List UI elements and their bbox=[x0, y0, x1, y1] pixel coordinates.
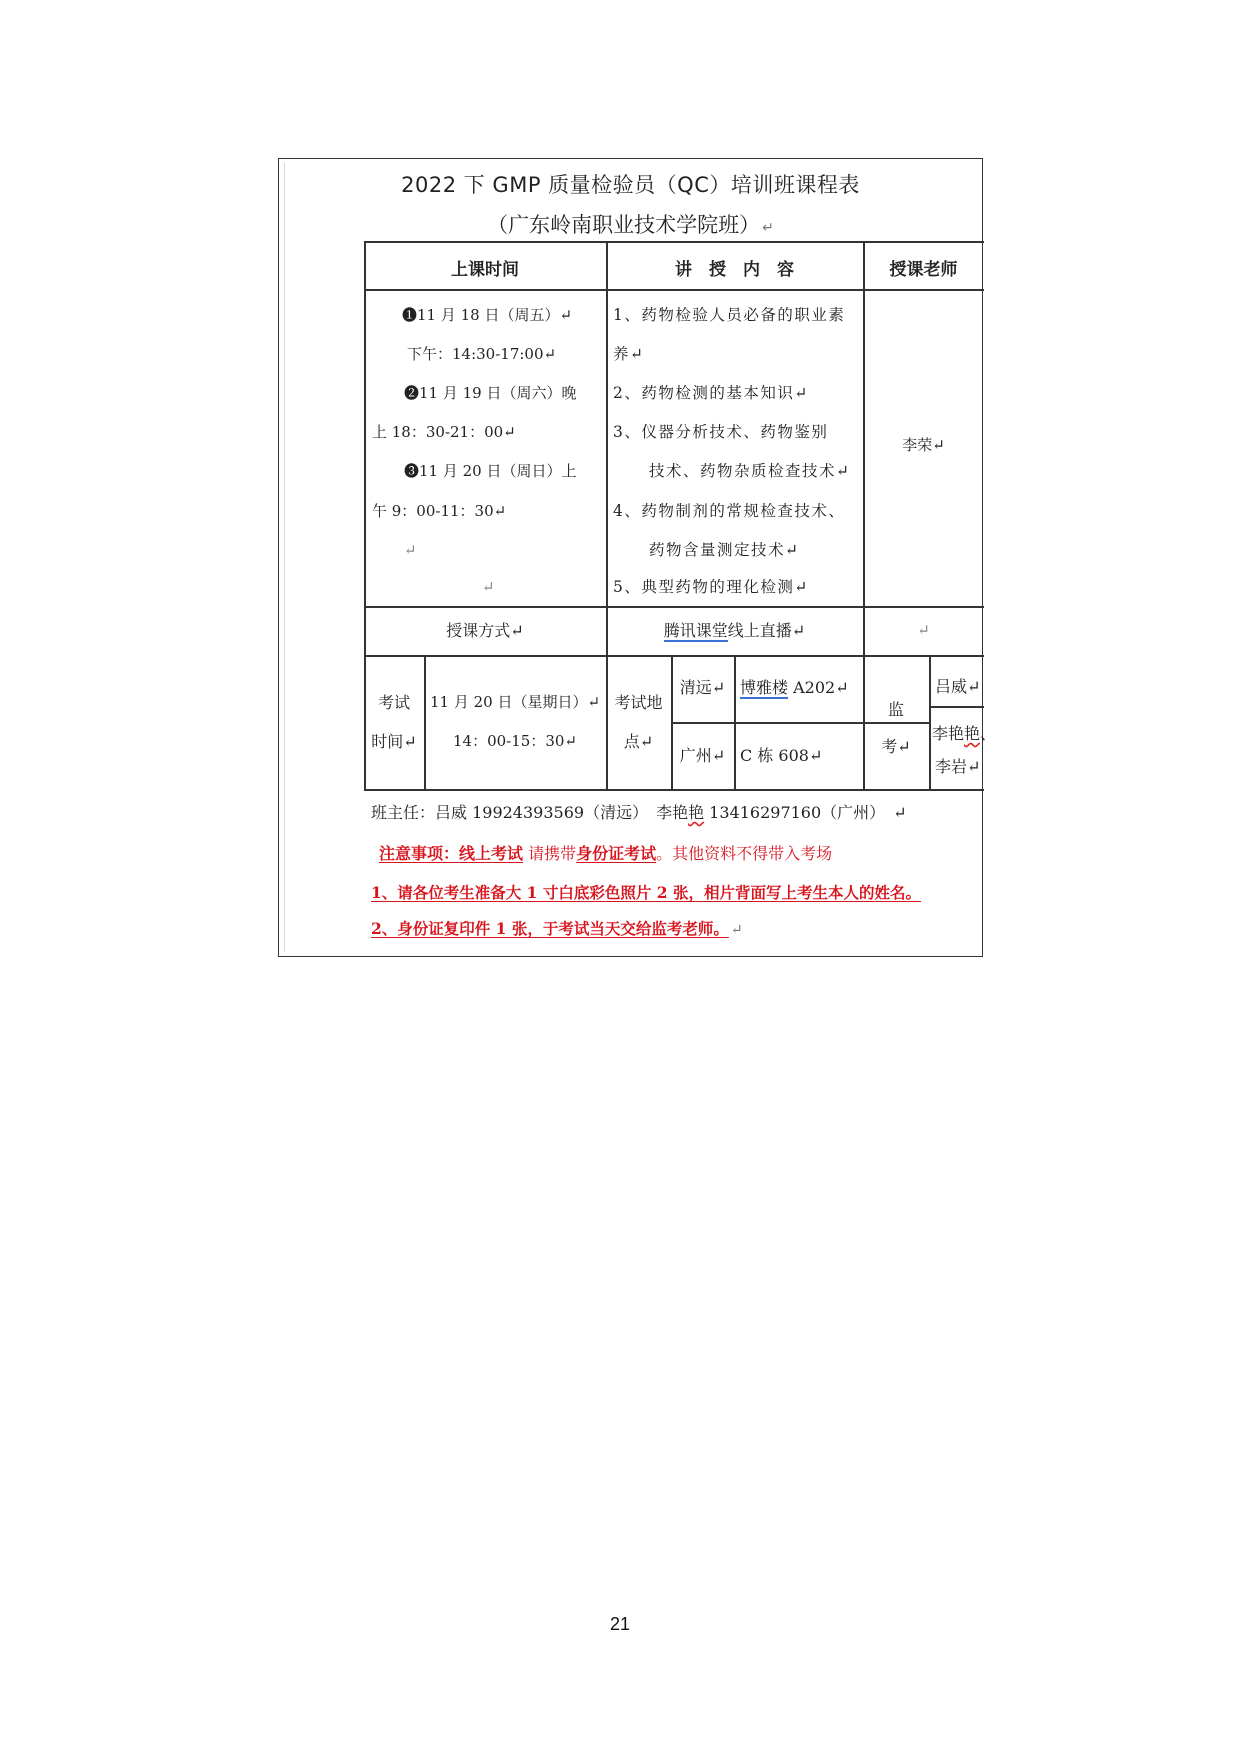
invigilate-label: 监 bbox=[887, 700, 904, 719]
content-line: 5、典型药物的理化检测↵ bbox=[613, 578, 809, 596]
notice-mid: 请携带 bbox=[523, 844, 577, 863]
exam-place-label: 点↵ bbox=[623, 732, 654, 751]
invigilator-1: 吕威↵ bbox=[935, 677, 981, 696]
content-line: 1、药物检验人员必备的职业素 bbox=[613, 306, 846, 324]
exam-hours: 14：00-15：30↵ bbox=[453, 732, 577, 750]
schedule-table bbox=[364, 241, 997, 790]
content-line: 技术、药物杂质检查技术↵ bbox=[649, 462, 851, 480]
time-line: ❸11 月 20 日（周日）上 bbox=[404, 462, 577, 480]
time-line: ↵ bbox=[482, 578, 495, 596]
paragraph-mark: ↵ bbox=[730, 922, 743, 938]
table-border-top bbox=[364, 241, 984, 243]
page-number: 21 bbox=[609, 1614, 631, 1634]
head-teacher-line bbox=[371, 800, 972, 823]
notice-label: 注意事项：线上考试 bbox=[379, 844, 524, 863]
invigilator-3: 李岩↵ bbox=[935, 757, 981, 776]
exam-time-label: 考试 bbox=[377, 693, 410, 712]
table-rule bbox=[364, 289, 984, 291]
invigilator-2-sep: 、 bbox=[980, 724, 997, 743]
table-rule bbox=[929, 706, 984, 708]
campus-guangzhou: 广州↵ bbox=[679, 746, 726, 765]
building-name: 博雅楼 bbox=[740, 678, 789, 697]
notice-id-card: 身份证考试 bbox=[576, 844, 657, 863]
notice-line bbox=[379, 841, 972, 864]
notice-end: 。其他资料不得带入考场 bbox=[656, 844, 833, 863]
content-line: 3、仪器分析技术、药物鉴别 bbox=[613, 423, 829, 441]
table-rule bbox=[929, 655, 931, 790]
exam-time-label: 时间↵ bbox=[371, 732, 417, 751]
time-line: ❷11 月 19 日（周六）晚 bbox=[404, 384, 577, 402]
exam-date: 11 月 20 日（星期日）↵ bbox=[430, 693, 601, 711]
room-guangzhou: C 栋 608↵ bbox=[740, 746, 823, 765]
invigilate-label: 考↵ bbox=[881, 737, 911, 756]
table-rule bbox=[364, 655, 984, 657]
header-time: 上课时间 bbox=[451, 260, 519, 280]
exam-place-label: 考试地 bbox=[614, 693, 663, 712]
rule-2-line bbox=[371, 917, 972, 939]
content-line: 养↵ bbox=[613, 345, 645, 363]
time-line: 午 9：00-11：30↵ bbox=[372, 502, 507, 520]
time-line: 下午：14:30-17:00↵ bbox=[407, 345, 557, 363]
document-title: 2022 下 GMP 质量检验员（QC）培训班课程表 bbox=[401, 173, 860, 197]
room-number: A202↵ bbox=[788, 678, 849, 697]
table-rule bbox=[364, 789, 984, 791]
head-teacher-underlined: 艳 bbox=[688, 803, 705, 822]
method-platform: 腾讯课堂 bbox=[663, 621, 728, 640]
head-teacher-phone: 13416297160（广州） ↵ bbox=[704, 803, 907, 822]
content-line: 4、药物制剂的常规检查技术、 bbox=[613, 502, 846, 520]
content-line: 药物含量测定技术↵ bbox=[649, 541, 800, 559]
document-page bbox=[278, 158, 997, 957]
rule-2: 2、身份证复印件 1 张，于考试当天交给监考老师。 bbox=[371, 919, 729, 938]
time-line: 上 18：30-21：00↵ bbox=[372, 423, 516, 441]
rule-1: 1、请各位考生准备大 1 寸白底彩色照片 2 张，相片背面写上考生本人的姓名。 bbox=[371, 883, 921, 902]
paragraph-mark: ↵ bbox=[762, 220, 774, 236]
document-subtitle-text: （广东岭南职业技术学院班） bbox=[487, 213, 761, 237]
method-value bbox=[606, 611, 863, 650]
header-teacher: 授课老师 bbox=[889, 260, 958, 280]
document-subtitle bbox=[279, 209, 982, 239]
header-content: 讲 授 内 容 bbox=[675, 260, 794, 280]
head-teacher-text: 班主任：吕威 19924393569（清远） 李艳 bbox=[371, 803, 689, 822]
method-label: 授课方式↵ bbox=[446, 621, 524, 640]
invigilator-2-name: 李艳 bbox=[932, 724, 965, 743]
time-line: ↵ bbox=[404, 541, 417, 559]
method-rest: 线上直播↵ bbox=[727, 621, 806, 640]
rule-1-line bbox=[371, 881, 972, 903]
room-qingyuan bbox=[740, 668, 849, 707]
method-extra: ↵ bbox=[917, 621, 930, 639]
time-line: ❶11 月 18 日（周五）↵ bbox=[402, 306, 573, 324]
table-rule bbox=[734, 655, 736, 790]
invigilator-2-name-underlined: 艳 bbox=[964, 724, 981, 743]
campus-qingyuan: 清远↵ bbox=[679, 678, 726, 697]
content-line: 2、药物检测的基本知识↵ bbox=[613, 384, 809, 402]
teacher-name: 李荣↵ bbox=[902, 436, 945, 454]
